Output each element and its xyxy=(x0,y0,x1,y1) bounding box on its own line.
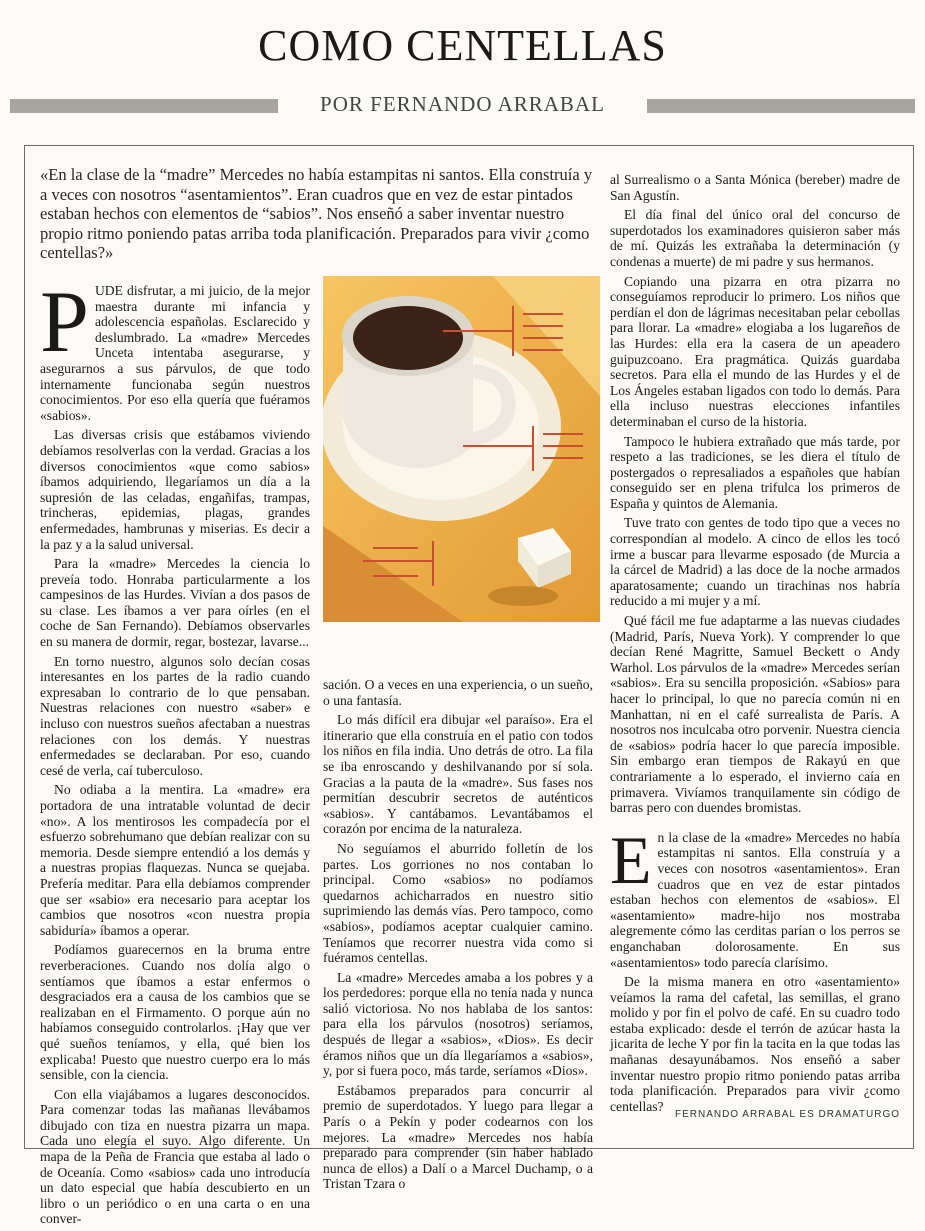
paragraph: Tampoco le hubiera extrañado que más tarde, por respeto a las tradiciones, se les diera el título de postergados o represaliados a españoles que habían conseguido ser en plena trifulca los primeros de España y quintos de Alemania. xyxy=(610,433,900,511)
byline-rule-left xyxy=(10,99,278,113)
author-signature: FERNANDO ARRABAL ES DRAMATURGO xyxy=(674,1109,900,1120)
paragraph: Las diversas crisis que estábamos viviendo debíamos resolverlas con la verdad. Gracias a los diversos conocimientos «que como sabios» íbamos adquiriendo, llegaríamos un día a la supresión de las celadas, engañifas, trampas, trincheras, epidemias, plagas, grandes enfermedades, hambrunas y miserias. Es decir a la paz y a la salud universal. xyxy=(40,427,310,552)
paragraph: Copiando una pizarra en otra pizarra no conseguíamos reproducir lo primero. Los niños que perdían el don de lágrimas necesitaban pelar cebollas para llorar. La «madre» elogiaba a los lugareños de las Hurdes: ella era la casera de un apeadero guipuzcoano. Era pragmática. Quizás guardaba secretos. Para ella el mundo de las Hurdes y el de Los Ángeles estaban ligados con todo lo demás. Para ella incluso nuestras elecciones infantiles determinaban el curso de la historia. xyxy=(610,273,900,429)
paragraph: No seguíamos el aburrido folletín de los partes. Los gorriones no nos contaban lo principal. Como «sabios» no podíamos quedarnos achicharrados en nuestro sitio suprimiendo las demás vías. Pero tampoco, como «sabios», podíamos aceptar cualquier camino. Teníamos que recorrer nuestra vida como si fuéramos centellas. xyxy=(323,840,593,966)
paragraph-text: UDE disfrutar, a mi juicio, de la mejor maestra durante mi infancia y adolescencia españolas. Esclarecido y deslumbrado. La «madre» Mercedes Unceta intentaba asegurarse, y asegurarnos a sus párvulos, de que todo internamente funcionaba según nuestros conocimientos. Por eso ella quería que fuéramos «sabios». xyxy=(40,283,310,423)
column-1 xyxy=(40,274,310,1231)
byline: POR FERNANDO ARRABAL xyxy=(320,92,605,116)
paragraph: El día final del único oral del concurso de superdotados los examinadores quisieron saber más de mí. Quizás les extrañaba la determinación (y condenas a muerte) de mi padre y sus hermanos. xyxy=(610,207,900,269)
paragraph: Para la «madre» Mercedes la ciencia lo preveía todo. Honraba particularmente a los campesinos de las Hurdes. Vivían a dos pasos de su clase. Les íbamos a ver para oírles (en el coche de San Fernando). Debíamos observarles en su manera de dormir, regar, bostezar, lavarse... xyxy=(40,556,310,650)
paragraph: De la misma manera en otro «asentamiento» veíamos la rama del cafetal, las semillas, el grano molido y por fin el polvo de café. En su cuadro todo estaba explicado: desde el terrón de azúcar hasta la jicarita de leche Y por fin la tacita en la que todas las mañanas desayunábamos. Nos enseñó a saber inventar nuestro propio ritmo poniendo patas arriba toda planificación. Preparados para vivir ¿como centellas? xyxy=(610,974,900,1114)
byline-row xyxy=(10,92,915,120)
paragraph: al Surrealismo o a Santa Mónica (bereber) madre de San Agustín. xyxy=(610,172,900,203)
paragraph: Lo más difícil era dibujar «el paraíso». Era el itinerario que ella construía en el patio con todos los niños en fila india. Uno detrás de otro. La fila se iba enroscando y deshilvanando por sí sola. Gracias a la pauta de la «madre». Sus fases nos permitían descubrir secretos de auténticos «sabios». Y cantábamos. Levantábamos el corazón por encima de la naturaleza. xyxy=(323,712,593,837)
paragraph: La «madre» Mercedes amaba a los pobres y a los perdedores: porque ella no tenía nada y nunca salió victoriosa. No nos hablaba de los santos: para ella los párvulos (nosotros) seríamos, después de llegar a «sabios», «Dios». Es decir éramos niños que un día llegaríamos a «sabios», y, por si fuera poco, más tarde, seríamos «Dios». xyxy=(323,969,593,1079)
paragraph: Qué fácil me fue adaptarme a las nuevas ciudades (Madrid, París, Nueva York). Y comprender lo que decían René Magritte, Samuel Beckett o Andy Warhol. Los párvulos de la «madre» Mercedes serían «sabios». Era su sencilla proposición. «Sabios» para hacer lo principal, lo que no parecía común ni en Manhattan, ni en el café surrealista de París. A nosotros nos inculcaba otro porvenir. Nuestra ciencia de «sabios» podría hacer lo que parecía imposible. Sin embargo eran tiempos de Rakayú en que contrariamente a lo esperado, el invierno caía en primavera. Vivíamos tranquilamente sin código de barras pero con duendes bromistas. xyxy=(610,613,900,816)
paragraph-text: n la clase de la «madre» Mercedes no había estampitas ni santos. Ella construía y a veces con nosotros «asentamientos». Eran cuadros que en vez de estar pintados estaban hechos con elementos de «sabios». El «asentamiento» madre-hijo nos mostraba alegremente cómo las cerditas parían o los perros se enganchaban dolorosamente. En sus «asentamientos» todo parecía clarísimo. xyxy=(610,829,900,970)
paragraph xyxy=(40,274,310,423)
page-title: COMO CENTELLAS xyxy=(258,21,667,70)
paragraph: Podíamos guarecernos en la bruma entre reverberaciones. Cuando nos dolía algo o sentíamos que íbamos a estar enfermos o desgraciados era a causa de los cambios que se realizaban en el Firmamento. O porque aún no habíamos conseguido controlarlos. ¡Hay que ver qué sueños teníamos, y ella, qué bien los explicaba! Puesto que nuestro cuerpo era lo más sensible, con la ciencia. xyxy=(40,942,310,1083)
paragraph: Estábamos preparados para concurrir al premio de superdotados. Y luego para llegar a París o a Pekín y poder codearnos con los mejores. La «madre» Mercedes nos había preparado para comprender (sin haber hablado nunca de ellos) a Dalí o a Marcel Duchamp, o a Tristan Tzara o xyxy=(323,1082,593,1192)
byline-rule-right xyxy=(647,99,915,113)
paragraph xyxy=(610,821,900,970)
paragraph: Tuve trato con gentes de todo tipo que a veces no correspondían al modelo. A cinco de ellos les tocó irme a buscar para llevarme esposado (de Murcia a la cárcel de Madrid) a las doce de la noche armados aparatosamente; cuando un tirachinas nos habría reducido a mi mujer y a mí. xyxy=(610,515,900,609)
column-3 xyxy=(610,172,900,1118)
column-2 xyxy=(323,677,593,1196)
paragraph: En torno nuestro, algunos solo decían cosas interesantes en los partes de la radio cuando expresaban lo contrario de lo que pensaban. Nuestras relaciones con nuestro «saber» e incluso con nuestros sueños afectaban a nuestras relaciones con los demás. Y nuestras enfermedades se declaraban. Por eso, cuando cesé de verla, caí tuberculoso. xyxy=(40,653,310,778)
coffee-cup-illustration xyxy=(323,276,600,622)
drop-cap: E xyxy=(610,821,652,898)
drop-cap: P xyxy=(40,274,89,371)
paragraph: No odiaba a la mentira. La «madre» era portadora de una intratable voluntad de decir «no». A los mentirosos les compadecía por el esfuerzo sobrehumano que debían realizar con su memoria. Desde siempre entendió a los demás y a nuestras propias flaquezas. Nunca se quejaba. Prefería meditar. Para ella debíamos comprender que ser «sabio» era necesario para aceptar los cambios que nosotros «con nuestra propia sabiduría» íbamos a operar. xyxy=(40,782,310,938)
paragraph: Con ella viajábamos a lugares desconocidos. Para comenzar todas las mañanas llevábamos dibujado con tiza en nuestra pizarra un mapa. Cada uno elegía el suyo. Algo diferente. Un mapa de la Peña de Francia que estaba al lado o de Oceanía. Como «sabios» cada uno introducía un dato especial que había descubierto en un libro o un periódico o en una carta o en una conver- xyxy=(40,1086,310,1227)
lead-quote: «En la clase de la “madre” Mercedes no había estampitas ni santos. Ella construía y a veces con nosotros “asentamientos”. Eran cuadros que en vez de estar pintados estaban hechos con elementos de “sabios”. Nos enseñó a saber inventar nuestro propio ritmo poniendo patas arriba toda planificación. Preparados para vivir ¿como centellas?» xyxy=(40,165,593,262)
paragraph: sación. O a veces en una experiencia, o un sueño, o una fantasía. xyxy=(323,677,593,708)
